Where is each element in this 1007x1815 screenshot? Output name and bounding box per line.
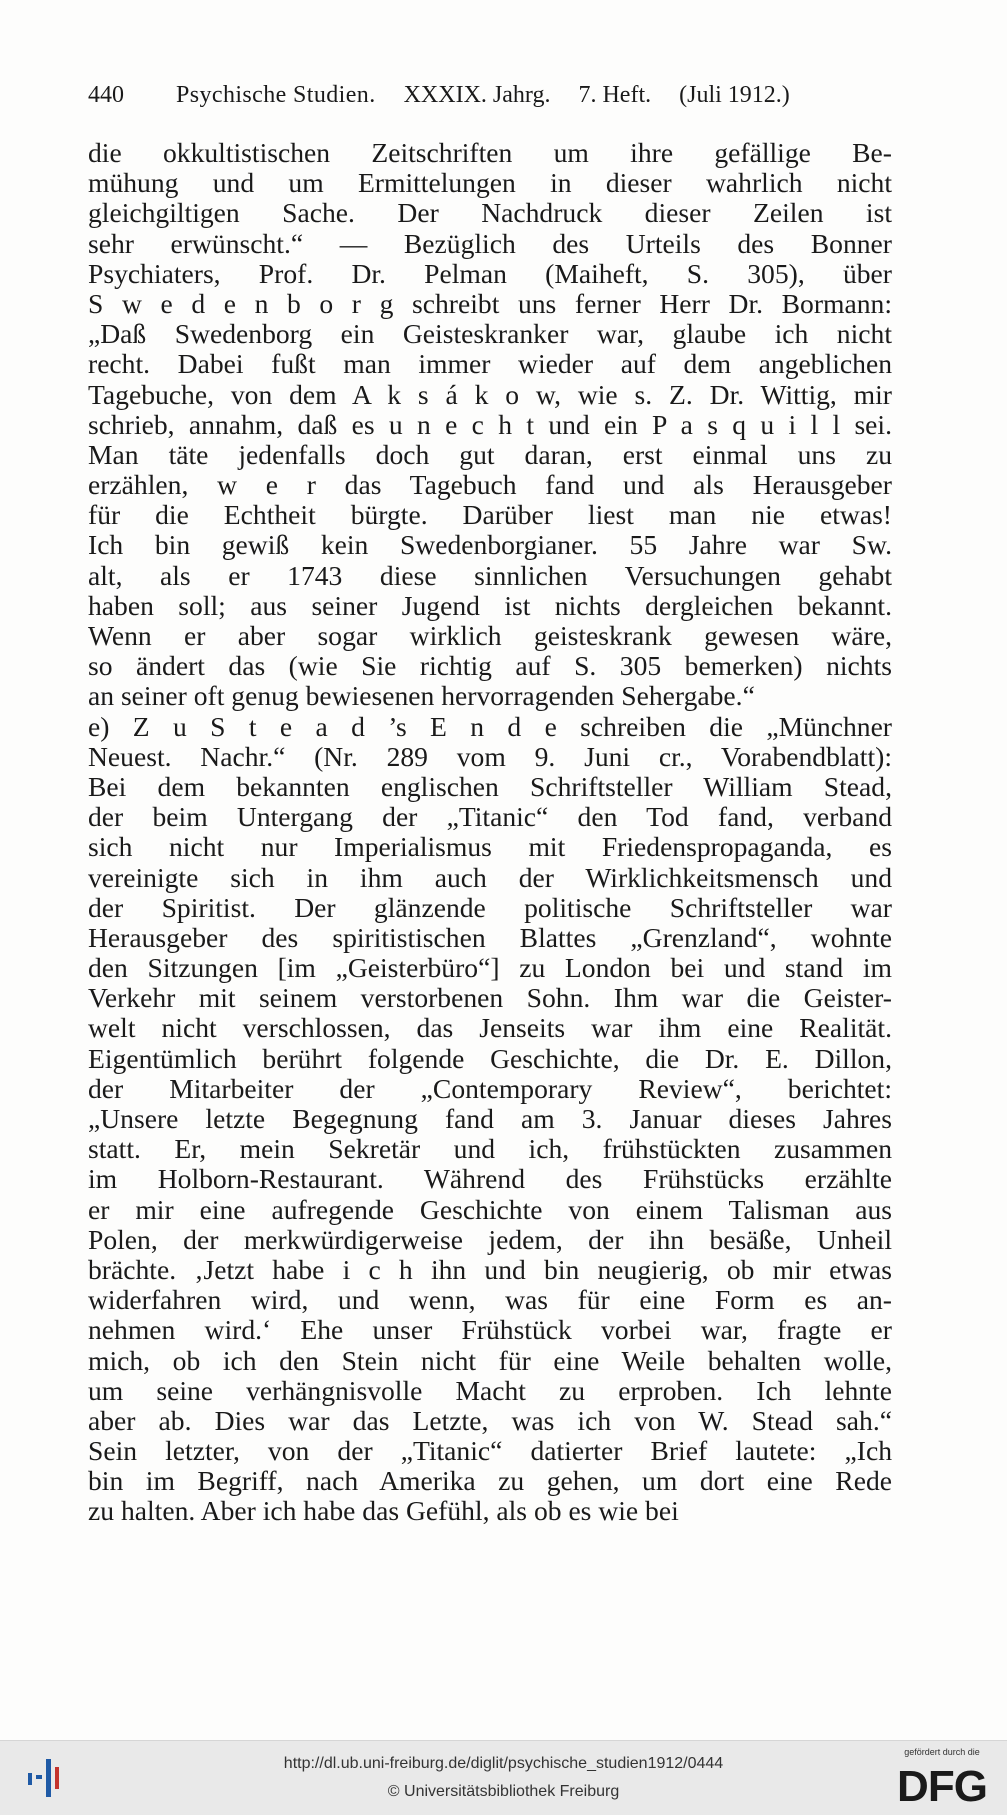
text-line: schrieb, annahm, daß es u n e c h t und ein P a s q u i l l sei. xyxy=(88,409,892,440)
text-line: widerfahren wird, und wenn, was für eine Form es an- xyxy=(88,1285,892,1316)
text-line: um seine verhängnisvolle Macht zu erproben. Ich lehnte xyxy=(88,1375,892,1406)
text-line: Bei dem bekannten englischen Schriftsteller William Stead, xyxy=(88,771,892,802)
text-line: sich nicht nur Imperialismus mit Friedenspropaganda, es xyxy=(88,832,892,863)
text-line: brächte. ‚Jetzt habe i c h ihn und bin neugierig, ob mir etwas xyxy=(88,1254,892,1285)
text-line: mühung und um Ermittelungen in dieser wahrlich nicht xyxy=(88,168,892,199)
copyright-notice: © Universitätsbibliothek Freiburg xyxy=(387,1783,620,1800)
text-line: statt. Er, mein Sekretär und ich, frühstückten zusammen xyxy=(88,1134,892,1165)
text-line: nehmen wird.‘ Ehe unser Frühstück vorbei war, fragte er xyxy=(88,1315,892,1346)
text-line: Psychiaters, Prof. Dr. Pelman (Maiheft, S. 305), über xyxy=(88,258,892,289)
volume-label: XXXIX. Jahrg. xyxy=(403,82,551,108)
text-line: zu halten. Aber ich habe das Gefühl, als ob es wie bei xyxy=(88,1496,679,1527)
text-line: den Sitzungen [im „Geisterbüro“] zu London bei und stand im xyxy=(88,953,892,984)
issue-date: (Juli 1912.) xyxy=(679,82,790,108)
text-line: so ändert das (wie Sie richtig auf S. 305 bemerken) nichts xyxy=(88,651,892,682)
text-line: die okkultistischen Zeitschriften um ihre gefällige Be- xyxy=(88,138,892,168)
text-line: Eigentümlich berührt folgende Geschichte, die Dr. E. Dillon, xyxy=(88,1043,892,1074)
text-line: Wenn er aber sogar wirklich geisteskrank gewesen wäre, xyxy=(88,621,892,651)
text-line: Ich bin gewiß kein Swedenborgianer. 55 Jahre war Sw. xyxy=(88,530,892,561)
text-line: gleichgiltigen Sache. Der Nachdruck dieser Zeilen ist xyxy=(88,198,892,229)
text-line: erzählen, w e r das Tagebuch fand und als Herausgeber xyxy=(88,470,892,501)
viewer-footer xyxy=(0,1740,1007,1815)
dfg-logo-text: DFG xyxy=(897,1762,987,1807)
text-line: der Spiritist. Der glänzende politische Schriftsteller war xyxy=(88,892,892,923)
text-line: bin im Begriff, nach Amerika zu gehen, um dort eine Rede xyxy=(88,1466,892,1497)
text-line: e) Z u S t e a d ’s E n d e schreiben die „Münchner xyxy=(88,711,892,742)
running-head xyxy=(88,82,894,118)
text-line: Tagebuche, von dem A k s á k o w, wie s. Z. Dr. Wittig, mir xyxy=(88,379,892,410)
text-line: er mir eine aufregende Geschichte von einem Talisman aus xyxy=(88,1194,892,1225)
text-line: an seiner oft genug bewiesenen hervorragenden Sehergabe.“ xyxy=(88,681,755,712)
article-text xyxy=(88,138,892,1527)
text-line: aber ab. Dies war das Letzte, was ich von W. Stead sah.“ xyxy=(88,1405,892,1436)
issue-label: 7. Heft. xyxy=(578,82,652,108)
text-line: Neuest. Nachr.“ (Nr. 289 vom 9. Juni cr., Vorabendblatt): xyxy=(88,741,892,772)
text-line: sehr erwünscht.“ — Bezüglich des Urteils des Bonner xyxy=(88,228,892,259)
permalink-url[interactable]: http://dl.ub.uni-freiburg.de/diglit/psychische_studien1912/0444 xyxy=(283,1755,724,1772)
text-line: der beim Untergang der „Titanic“ den Tod fand, verband xyxy=(88,802,892,833)
text-line: im Holborn-Restaurant. Während des Frühstücks erzählte xyxy=(88,1164,892,1195)
text-line: Sein letzter, von der „Titanic“ datierter Brief lautete: „Ich xyxy=(88,1436,892,1467)
text-line: mich, ob ich den Stein nicht für eine Weile behalten wolle, xyxy=(88,1345,892,1376)
text-line: „Daß Swedenborg ein Geisteskranker war, glaube ich nicht xyxy=(88,319,892,350)
text-line: Verkehr mit seinem verstorbenen Sohn. Ihm war die Geister- xyxy=(88,983,892,1014)
dfg-sponsor-logo[interactable] xyxy=(886,1747,998,1811)
text-line: Polen, der merkwürdigerweise jedem, der ihn besäße, Unheil xyxy=(88,1224,892,1255)
text-line: der Mitarbeiter der „Contemporary Review“, berichtet: xyxy=(88,1073,892,1104)
text-line: vereinigte sich in ihm auch der Wirklichkeitsmensch und xyxy=(88,862,892,893)
text-line: für die Echtheit bürgte. Darüber liest man nie etwas! xyxy=(88,500,892,531)
text-line: S w e d e n b o r g schreibt uns ferner Herr Dr. Bormann: xyxy=(88,288,892,319)
ub-freiburg-logo-icon[interactable] xyxy=(26,1755,62,1801)
text-line: alt, als er 1743 diese sinnlichen Versuchungen gehabt xyxy=(88,560,892,591)
text-line: recht. Dabei fußt man immer wieder auf dem angeblichen xyxy=(88,349,892,380)
journal-title: Psychische Studien. xyxy=(176,82,376,108)
text-line: haben soll; aus seiner Jugend ist nichts dergleichen bekannt. xyxy=(88,590,892,621)
text-line: welt nicht verschlossen, das Jenseits war ihm eine Realität. xyxy=(88,1013,892,1044)
text-line: „Unsere letzte Begegnung fand am 3. Januar dieses Jahres xyxy=(88,1104,892,1134)
dfg-logo-icon xyxy=(890,1761,994,1807)
dfg-caption: gefördert durch die xyxy=(904,1747,980,1757)
text-line: Herausgeber des spiritistischen Blattes „Grenzland“, wohnte xyxy=(88,922,892,953)
text-line: Man täte jedenfalls doch gut daran, erst einmal uns zu xyxy=(88,439,892,470)
page-number: 440 xyxy=(88,82,124,108)
